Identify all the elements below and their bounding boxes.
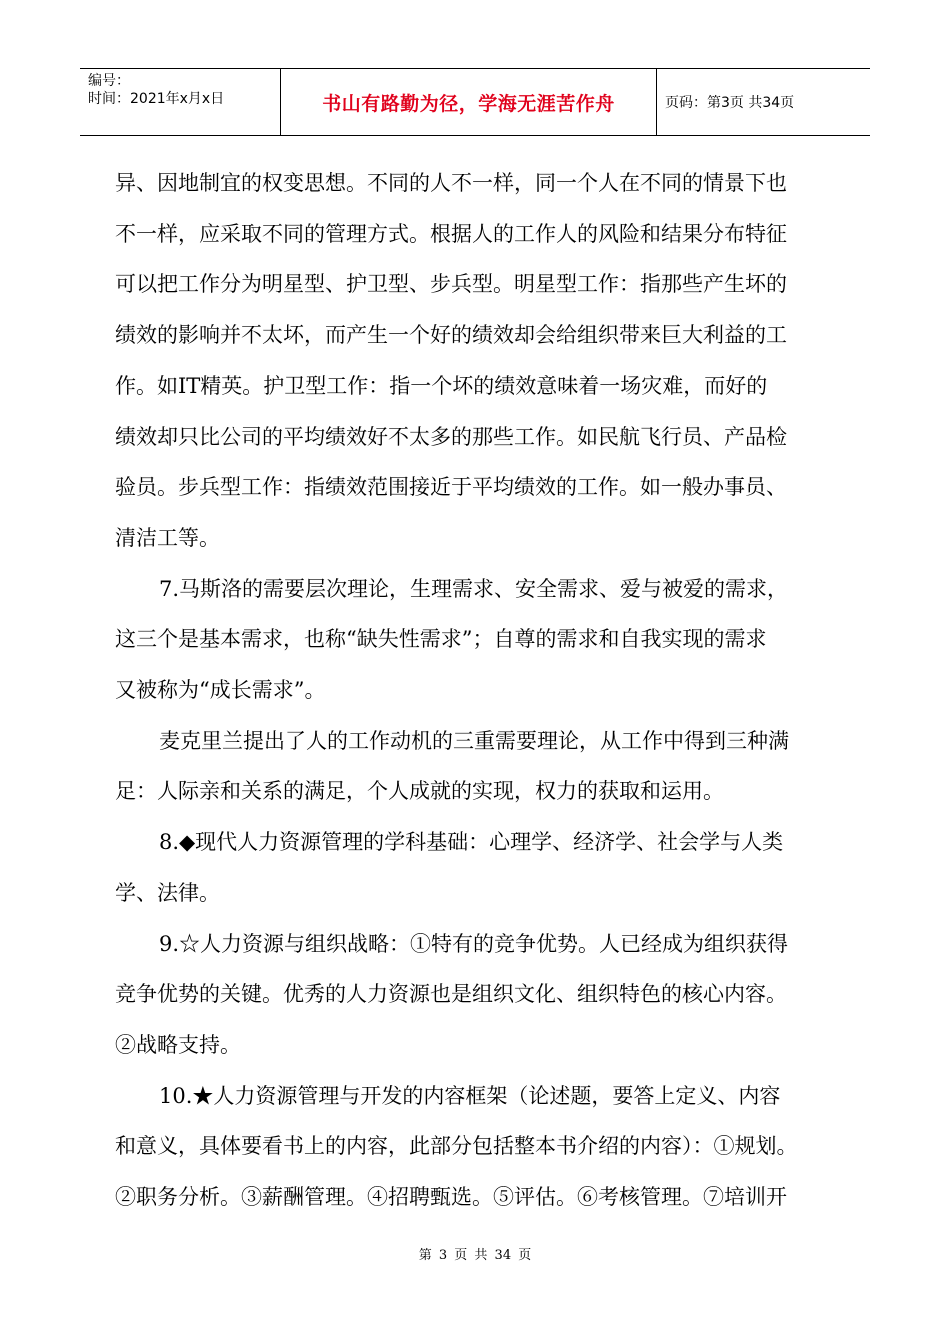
header-meta bbox=[80, 69, 281, 135]
text-line: 绩效却只比公司的平均绩效好不太多的那些工作。如民航飞行员、产品检 bbox=[115, 424, 787, 449]
text-line: 清洁工等。 bbox=[115, 525, 220, 550]
text-line: 作。如IT精英。护卫型工作：指一个坏的绩效意味着一场灾难，而好的 bbox=[115, 373, 768, 398]
text-line: 9.☆人力资源与组织战略：①特有的竞争优势。人已经成为组织获得 bbox=[159, 931, 789, 956]
text-line: 这三个是基本需求，也称“缺失性需求”；自尊的需求和自我实现的需求 bbox=[115, 627, 767, 652]
document-number-label: 编号： bbox=[88, 73, 130, 89]
text-line: 10.★人力资源管理与开发的内容框架（论述题，要答上定义、内容 bbox=[159, 1083, 781, 1108]
text-line: 麦克里兰提出了人的工作动机的三重需要理论，从工作中得到三种满 bbox=[159, 728, 789, 753]
text-line: 验员。步兵型工作：指绩效范围接近于平均绩效的工作。如一般办事员、 bbox=[115, 475, 787, 500]
text-line: 绩效的影响并不太坏，而产生一个好的绩效却会给组织带来巨大利益的工 bbox=[115, 323, 787, 348]
page-header bbox=[80, 68, 870, 136]
page-footer: 第 3 页 共 34 页 bbox=[418, 1248, 532, 1263]
header-page-info: 页码：第3页 共34页 bbox=[665, 95, 795, 111]
text-line: ②战略支持。 bbox=[115, 1032, 241, 1057]
text-line: 学、法律。 bbox=[115, 880, 220, 905]
text-line: 7.马斯洛的需要层次理论，生理需求、安全需求、爱与被爱的需求， bbox=[159, 576, 789, 601]
document-time-label: 时间：2021年x月x日 bbox=[88, 91, 225, 107]
text-line: 不一样，应采取不同的管理方式。根据人的工作人的风险和结果分布特征 bbox=[115, 221, 787, 246]
text-line: 可以把工作分为明星型、护卫型、步兵型。明星型工作：指那些产生坏的 bbox=[115, 272, 787, 297]
text-line: 又被称为“成长需求”。 bbox=[115, 678, 326, 703]
text-line: 异、因地制宜的权变思想。不同的人不一样，同一个人在不同的情景下也 bbox=[115, 171, 787, 195]
header-motto: 书山有路勤为径，学海无涯苦作舟 bbox=[281, 69, 657, 135]
text-line: 8.◆现代人力资源管理的学科基础：心理学、经济学、社会学与人类 bbox=[159, 830, 784, 855]
text-line: 和意义，具体要看书上的内容，此部分包括整本书介绍的内容）：①规划。 bbox=[115, 1134, 798, 1159]
document-body bbox=[115, 158, 855, 1223]
text-line: 竞争优势的关键。优秀的人力资源也是组织文化、组织特色的核心内容。 bbox=[115, 982, 787, 1007]
text-line: 足：人际亲和关系的满足，个人成就的实现，权力的获取和运用。 bbox=[115, 779, 724, 804]
text-line: ②职务分析。③薪酬管理。④招聘甄选。⑤评估。⑥考核管理。⑦培训开 bbox=[115, 1185, 787, 1210]
